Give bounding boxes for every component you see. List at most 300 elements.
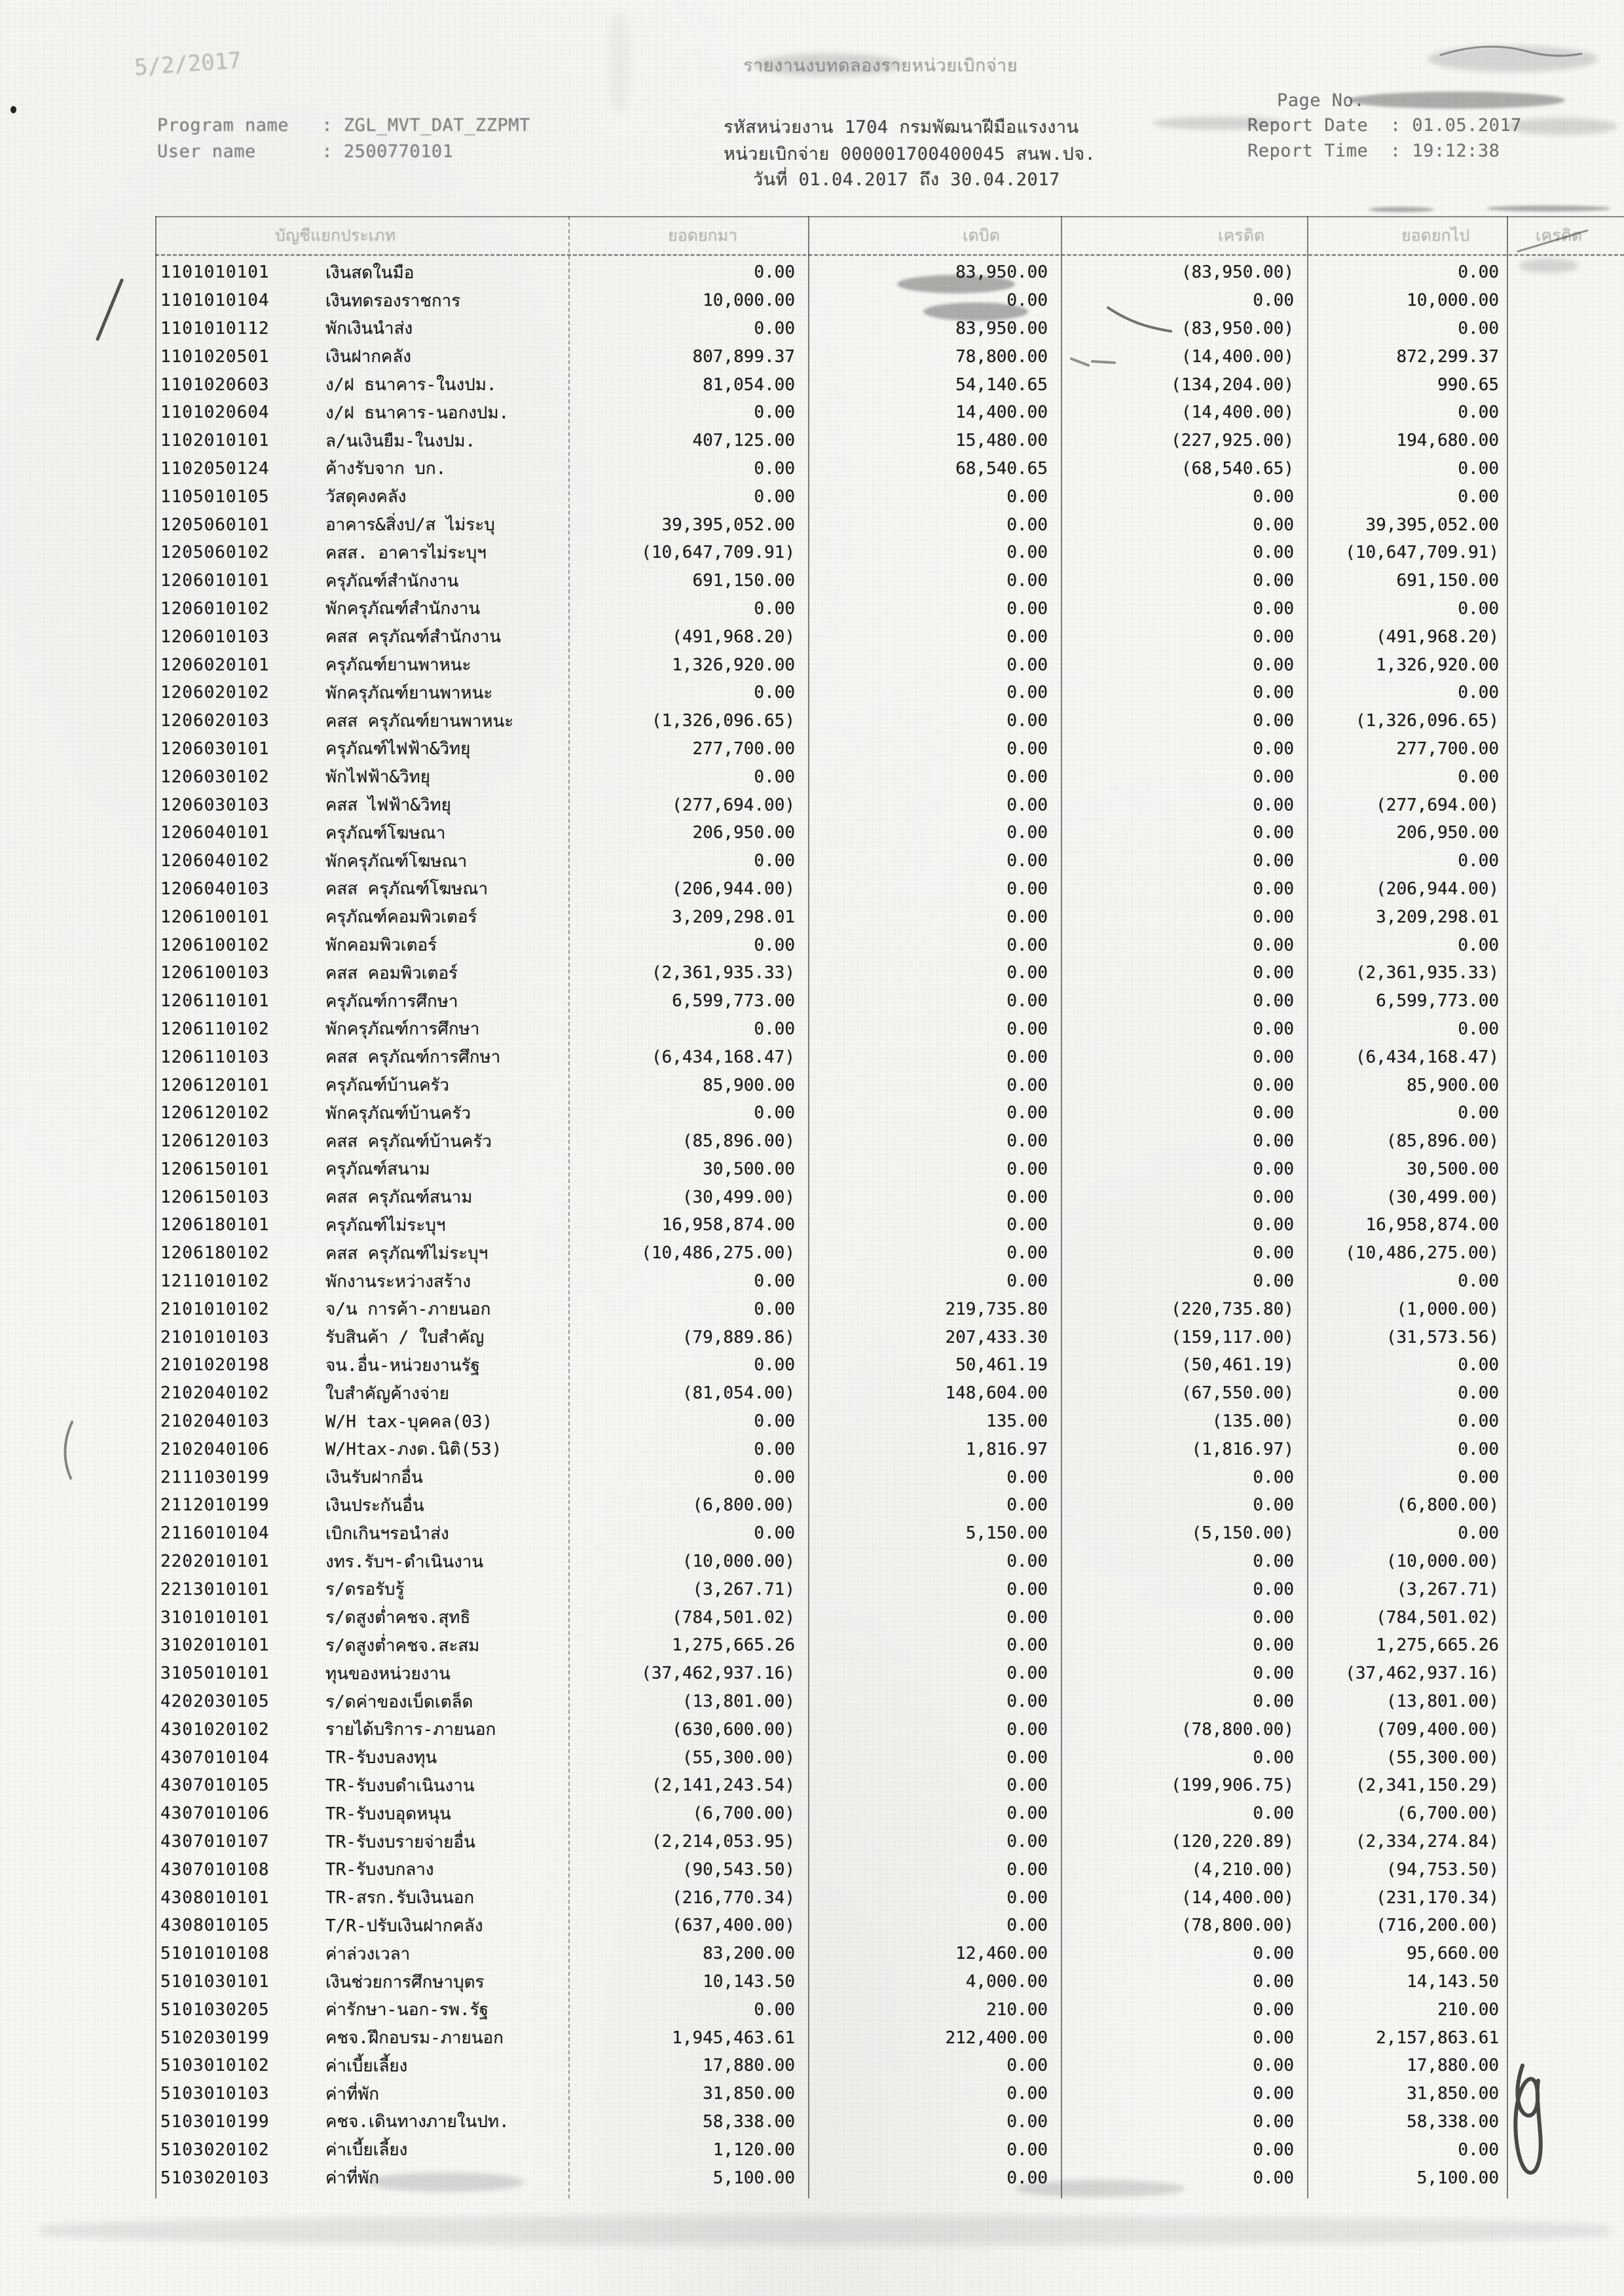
opening-balance-cell: 10,000.00 xyxy=(703,291,795,311)
credit-cell: 0.00 xyxy=(1253,515,1294,535)
table-row xyxy=(155,707,1624,735)
opening-balance-cell: 691,150.00 xyxy=(692,571,795,591)
credit-cell: 0.00 xyxy=(1253,1187,1294,1207)
account-code-cell: 1101020603 xyxy=(160,374,270,395)
closing-balance-cell: 2,157,863.61 xyxy=(1376,2028,1499,2048)
credit-cell: (68,540.65) xyxy=(1181,458,1294,479)
table-row xyxy=(155,679,1624,707)
debit-cell: 0.00 xyxy=(1006,1635,1048,1656)
opening-balance-cell: 407,125.00 xyxy=(692,431,795,451)
account-code-cell: 1206030102 xyxy=(160,767,270,787)
account-code-cell: 5101010108 xyxy=(160,1944,270,1964)
ink-dot xyxy=(10,106,16,113)
table-row xyxy=(155,987,1624,1015)
debit-cell: 0.00 xyxy=(1006,823,1048,843)
table-row xyxy=(155,2052,1624,2080)
account-name-cell: คสส ครุภัณฑ์การศึกษา xyxy=(325,1048,501,1068)
table-row xyxy=(155,1295,1624,1323)
credit-cell: (83,950.00) xyxy=(1181,318,1294,338)
debit-cell: 0.00 xyxy=(1006,1607,1048,1628)
account-name-cell: ง/ฝ ธนาคาร-ในงปม. xyxy=(325,375,497,395)
table-row xyxy=(155,1435,1624,1463)
spending-unit-line: หน่วยเบิกจ่าย 000001700400045 สนพ.ปจ. xyxy=(724,144,1096,164)
credit-cell: 0.00 xyxy=(1253,291,1294,311)
account-code-cell: 1206040103 xyxy=(160,879,270,899)
debit-cell: 0.00 xyxy=(1006,1579,1048,1599)
opening-balance-cell: (630,600.00) xyxy=(672,1719,795,1740)
opening-balance-cell: 81,054.00 xyxy=(703,374,795,395)
debit-cell: 0.00 xyxy=(1006,1215,1048,1235)
opening-balance-cell: (10,486,275.00) xyxy=(641,1243,795,1264)
account-name-cell: เงินทดรองราชการ xyxy=(325,291,461,311)
margin-slash-mark xyxy=(98,280,122,339)
column-header-account: บัญชีแยกประเภท xyxy=(275,226,396,245)
account-code-cell: 1206010101 xyxy=(160,571,270,591)
debit-cell: 68,540.65 xyxy=(955,458,1048,479)
table-row xyxy=(155,651,1624,679)
table-row xyxy=(155,735,1624,763)
opening-balance-cell: 3,209,298.01 xyxy=(672,907,795,927)
debit-cell: 0.00 xyxy=(1006,486,1048,507)
closing-balance-cell: (277,694.00) xyxy=(1376,795,1499,815)
account-code-cell: 1206180101 xyxy=(160,1215,270,1235)
account-name-cell: ครุภัณฑ์สนาม xyxy=(325,1159,430,1180)
credit-cell: (134,204.00) xyxy=(1171,374,1294,395)
table-row xyxy=(155,1183,1624,1211)
closing-balance-cell: (3,267.71) xyxy=(1396,1579,1499,1599)
smudge-header-dash-2 xyxy=(1486,206,1611,211)
credit-cell: 0.00 xyxy=(1253,1999,1294,2020)
credit-cell: (14,400.00) xyxy=(1181,403,1294,423)
account-code-cell: 1206100103 xyxy=(160,963,270,983)
credit-cell: 0.00 xyxy=(1253,2111,1294,2132)
account-name-cell: พักครุภัณฑ์การศึกษา xyxy=(325,1019,480,1040)
account-name-cell: ค่าเบี้ยเลี้ยง xyxy=(325,2056,408,2076)
credit-cell: (1,816.97) xyxy=(1191,1439,1294,1459)
smudge-cut-column-top xyxy=(1519,259,1578,273)
account-name-cell: W/Htax-ภงด.นิติ(53) xyxy=(325,1440,502,1460)
credit-cell: 0.00 xyxy=(1253,991,1294,1011)
debit-cell: 219,735.80 xyxy=(945,1299,1048,1319)
closing-balance-cell: 0.00 xyxy=(1458,683,1499,703)
account-name-cell: พักเงินนำส่ง xyxy=(325,319,413,339)
closing-balance-cell: 0.00 xyxy=(1458,767,1499,787)
closing-balance-cell: (709,400.00) xyxy=(1376,1719,1499,1740)
opening-balance-cell: 5,100.00 xyxy=(712,2168,795,2188)
table-row xyxy=(155,399,1624,427)
account-code-cell: 1206030103 xyxy=(160,795,270,815)
table-row xyxy=(155,1127,1624,1156)
closing-balance-cell: 0.00 xyxy=(1458,1019,1499,1039)
table-row xyxy=(155,1323,1624,1351)
account-name-cell: ครุภัณฑ์โฆษณา xyxy=(325,823,446,843)
credit-cell: 0.00 xyxy=(1253,1047,1294,1067)
debit-cell: 78,800.00 xyxy=(955,346,1048,367)
account-name-cell: คสส ไฟฟ้า&วิทยุ xyxy=(325,795,451,816)
table-row xyxy=(155,1575,1624,1603)
opening-balance-cell: 17,880.00 xyxy=(703,2056,795,2076)
account-name-cell: TR-รับงบดำเนินงาน xyxy=(325,1776,475,1796)
closing-balance-cell: 0.00 xyxy=(1458,1523,1499,1544)
account-code-cell: 2101010102 xyxy=(160,1299,270,1319)
margin-parenthesis-mark xyxy=(65,1422,72,1478)
column-header-credit: เครดิต xyxy=(1218,226,1265,245)
account-code-cell: 4308010105 xyxy=(160,1916,270,1936)
account-code-cell: 1205060101 xyxy=(160,515,270,535)
credit-cell: 0.00 xyxy=(1253,1103,1294,1123)
account-code-cell: 1101010101 xyxy=(160,263,270,283)
account-name-cell: พักงานระหว่างสร้าง xyxy=(325,1271,471,1292)
table-header-separator xyxy=(155,254,1624,256)
table-row xyxy=(155,1631,1624,1660)
opening-balance-cell: 0.00 xyxy=(754,1467,795,1487)
report-date-row xyxy=(1247,115,1522,136)
table-row xyxy=(155,2080,1624,2108)
account-name-cell: พักคอมพิวเตอร์ xyxy=(325,936,437,956)
table-row xyxy=(155,1351,1624,1379)
account-name-cell: TR-รับงบกลาง xyxy=(325,1860,434,1880)
account-code-cell: 2102040102 xyxy=(160,1383,270,1404)
closing-balance-cell: 0.00 xyxy=(1458,1103,1499,1123)
closing-balance-cell: (6,434,168.47) xyxy=(1355,1047,1499,1067)
debit-cell: 0.00 xyxy=(1006,711,1048,731)
debit-cell: 5,150.00 xyxy=(965,1523,1048,1544)
debit-cell: 0.00 xyxy=(1006,1776,1048,1796)
table-row xyxy=(155,1995,1624,2024)
account-code-cell: 2101010103 xyxy=(160,1327,270,1347)
table-row xyxy=(155,819,1624,847)
table-row xyxy=(155,483,1624,511)
closing-balance-cell: 0.00 xyxy=(1458,1383,1499,1404)
account-name-cell: เงินช่วยการศึกษาบุตร xyxy=(325,1972,485,1992)
closing-balance-cell: 0.00 xyxy=(1458,1412,1499,1432)
opening-balance-cell: (81,054.00) xyxy=(682,1383,795,1404)
closing-balance-cell: 16,958,874.00 xyxy=(1365,1215,1499,1235)
closing-balance-cell: 277,700.00 xyxy=(1396,738,1499,759)
account-code-cell: 1206120102 xyxy=(160,1103,270,1123)
credit-cell: 0.00 xyxy=(1253,935,1294,955)
table-row xyxy=(155,315,1624,343)
account-code-cell: 5103020103 xyxy=(160,2168,270,2188)
account-name-cell: เงินรับฝากอื่น xyxy=(325,1468,423,1488)
opening-balance-cell: 0.00 xyxy=(754,683,795,703)
account-code-cell: 1101010104 xyxy=(160,291,270,311)
account-name-cell: คชจ.เดินทางภายในปท. xyxy=(325,2112,509,2132)
table-top-border xyxy=(155,216,1624,217)
opening-balance-cell: 277,700.00 xyxy=(692,738,795,759)
debit-cell: 0.00 xyxy=(1006,571,1048,591)
debit-cell: 0.00 xyxy=(1006,1467,1048,1487)
smudge-after-report-date xyxy=(1506,118,1617,135)
account-name-cell: ค่าล่วงเวลา xyxy=(325,1944,411,1964)
account-name-cell: ร/ดสูงต่ำคชจ.สะสม xyxy=(325,1635,480,1656)
table-row xyxy=(155,1239,1624,1267)
account-code-cell: 4307010107 xyxy=(160,1832,270,1852)
debit-cell: 0.00 xyxy=(1006,907,1048,927)
account-code-cell: 1206150103 xyxy=(160,1187,270,1207)
account-code-cell: 3101010101 xyxy=(160,1607,270,1628)
table-row xyxy=(155,2024,1624,2052)
closing-balance-cell: (37,462,937.16) xyxy=(1345,1664,1499,1684)
debit-cell: 14,400.00 xyxy=(955,403,1048,423)
closing-balance-cell: (491,968.20) xyxy=(1376,627,1499,647)
account-name-cell: ครุภัณฑ์บ้านครัว xyxy=(325,1076,450,1095)
closing-balance-cell: (784,501.02) xyxy=(1376,1607,1499,1628)
opening-balance-cell: (13,801.00) xyxy=(682,1692,795,1712)
account-name-cell: พักครุภัณฑ์ยานพาหนะ xyxy=(325,683,493,703)
account-name-cell: ร/ดค่าของเบ็ดเตล็ด xyxy=(325,1692,473,1712)
page-no-label: Page No. xyxy=(1277,90,1365,111)
opening-balance-cell: 10,143.50 xyxy=(703,1972,795,1992)
opening-balance-cell: 58,338.00 xyxy=(703,2111,795,2132)
account-name-cell: ร/ดรอรับรู้ xyxy=(325,1580,405,1600)
account-name-cell: คสส ครุภัณฑ์ไม่ระบุฯ xyxy=(325,1243,489,1264)
closing-balance-cell: 85,900.00 xyxy=(1407,1075,1499,1095)
opening-balance-cell: (1,326,096.65) xyxy=(651,711,795,731)
credit-cell: 0.00 xyxy=(1253,711,1294,731)
opening-balance-cell: (784,501.02) xyxy=(672,1607,795,1628)
closing-balance-cell: (231,170.34) xyxy=(1376,1887,1499,1908)
table-row xyxy=(155,1099,1624,1127)
table-row xyxy=(155,342,1624,371)
table-row xyxy=(155,875,1624,903)
closing-balance-cell: (2,361,935.33) xyxy=(1355,963,1499,983)
table-row xyxy=(155,903,1624,931)
account-name-cell: เงินประกันอื่น xyxy=(325,1495,424,1516)
credit-cell: 0.00 xyxy=(1253,1159,1294,1179)
credit-cell: 0.00 xyxy=(1253,1552,1294,1572)
account-name-cell: จ/น การค้า-ภายนอก xyxy=(325,1300,491,1320)
opening-balance-cell: 85,900.00 xyxy=(703,1075,795,1095)
table-row xyxy=(155,1660,1624,1688)
table-row xyxy=(155,1463,1624,1491)
debit-cell: 83,950.00 xyxy=(955,263,1048,283)
credit-cell: 0.00 xyxy=(1253,879,1294,899)
account-code-cell: 1206110101 xyxy=(160,991,270,1011)
opening-balance-cell: 6,599,773.00 xyxy=(672,991,795,1011)
debit-cell: 83,950.00 xyxy=(955,318,1048,338)
opening-balance-cell: (216,770.34) xyxy=(672,1887,795,1908)
debit-cell: 0.00 xyxy=(1006,291,1048,311)
account-code-cell: 5103010103 xyxy=(160,2084,270,2104)
debit-cell: 0.00 xyxy=(1006,935,1048,955)
table-row xyxy=(155,1211,1624,1239)
account-name-cell: ใบสำคัญค้างจ่าย xyxy=(325,1383,449,1404)
table-row xyxy=(155,1884,1624,1912)
credit-cell: 0.00 xyxy=(1253,627,1294,647)
debit-cell: 212,400.00 xyxy=(945,2028,1048,2048)
opening-balance-cell: (277,694.00) xyxy=(672,795,795,815)
table-row xyxy=(155,511,1624,539)
account-code-cell: 5101030205 xyxy=(160,1999,270,2020)
date-stamp: 5/2/2017 xyxy=(133,47,242,81)
debit-cell: 0.00 xyxy=(1006,1187,1048,1207)
table-row xyxy=(155,1156,1624,1184)
debit-cell: 0.00 xyxy=(1006,2168,1048,2188)
account-code-cell: 1101020501 xyxy=(160,346,270,367)
opening-balance-cell: (2,141,243.54) xyxy=(651,1776,795,1796)
account-code-cell: 1206020101 xyxy=(160,655,270,675)
report-time-label: Report Time xyxy=(1247,141,1369,161)
credit-cell: (78,800.00) xyxy=(1181,1916,1294,1936)
table-row xyxy=(155,2108,1624,2136)
smudge-header-dash-1 xyxy=(1369,207,1434,212)
debit-cell: 0.00 xyxy=(1006,1271,1048,1292)
account-name-cell: ค่าเบี้ยเลี้ยง xyxy=(325,2140,408,2160)
table-row xyxy=(155,1379,1624,1408)
debit-cell: 0.00 xyxy=(1006,851,1048,871)
credit-cell: 0.00 xyxy=(1253,1804,1294,1824)
opening-balance-cell: 0.00 xyxy=(754,851,795,871)
debit-cell: 0.00 xyxy=(1006,2084,1048,2104)
closing-balance-cell: 0.00 xyxy=(1458,1439,1499,1459)
account-code-cell: 1206010102 xyxy=(160,598,270,619)
account-code-cell: 1206120101 xyxy=(160,1075,270,1095)
report-title: รายงานงบทดลองรายหน่วยเบิกจ่าย xyxy=(743,56,1018,76)
closing-balance-cell: 17,880.00 xyxy=(1407,2056,1499,2076)
table-row xyxy=(155,1772,1624,1800)
table-row xyxy=(155,931,1624,959)
account-code-cell: 2202010101 xyxy=(160,1552,270,1572)
account-code-cell: 1105010105 xyxy=(160,486,270,507)
credit-cell: (50,461.19) xyxy=(1181,1355,1294,1376)
opening-balance-cell: 0.00 xyxy=(754,486,795,507)
table-row xyxy=(155,427,1624,455)
report-date-value: : 01.05.2017 xyxy=(1390,115,1522,136)
credit-cell: 0.00 xyxy=(1253,1747,1294,1768)
opening-balance-cell: 0.00 xyxy=(754,1412,795,1432)
credit-cell: 0.00 xyxy=(1253,1635,1294,1656)
credit-cell: 0.00 xyxy=(1253,1944,1294,1964)
debit-cell: 0.00 xyxy=(1006,1075,1048,1095)
table-row xyxy=(155,1015,1624,1044)
account-code-cell: 4307010105 xyxy=(160,1776,270,1796)
credit-cell: (120,220.89) xyxy=(1171,1832,1294,1852)
account-code-cell: 1206010103 xyxy=(160,627,270,647)
account-code-cell: 4307010108 xyxy=(160,1859,270,1880)
user-name-row xyxy=(157,141,453,162)
scan-streak-top xyxy=(609,13,629,111)
account-code-cell: 1206040102 xyxy=(160,851,270,871)
table-row xyxy=(155,1520,1624,1548)
closing-balance-cell: 1,326,920.00 xyxy=(1376,655,1499,675)
account-name-cell: TR-รับงบรายจ่ายอื่น xyxy=(325,1832,475,1852)
closing-balance-cell: 210.00 xyxy=(1437,1999,1499,2020)
credit-cell: 0.00 xyxy=(1253,2056,1294,2076)
account-code-cell: 5101030101 xyxy=(160,1972,270,1992)
account-name-cell: ง/ฝ ธนาคาร-นอกงปม. xyxy=(325,403,509,423)
credit-cell: 0.00 xyxy=(1253,851,1294,871)
opening-balance-cell: 0.00 xyxy=(754,1439,795,1459)
opening-balance-cell: (2,361,935.33) xyxy=(651,963,795,983)
opening-balance-cell: 0.00 xyxy=(754,1299,795,1319)
account-code-cell: 1102010101 xyxy=(160,431,270,451)
closing-balance-cell: 95,660.00 xyxy=(1407,1944,1499,1964)
account-code-cell: 1206100102 xyxy=(160,935,270,955)
credit-cell: 0.00 xyxy=(1253,823,1294,843)
debit-cell: 0.00 xyxy=(1006,1916,1048,1936)
debit-cell: 0.00 xyxy=(1006,1103,1048,1123)
table-row xyxy=(155,1855,1624,1884)
opening-balance-cell: 16,958,874.00 xyxy=(661,1215,795,1235)
closing-balance-cell: (716,200.00) xyxy=(1376,1916,1499,1936)
user-name-label: User name xyxy=(157,141,256,162)
closing-balance-cell: (6,800.00) xyxy=(1396,1495,1499,1516)
closing-balance-cell: 0.00 xyxy=(1458,486,1499,507)
account-code-cell: 5103010199 xyxy=(160,2111,270,2132)
credit-cell: 0.00 xyxy=(1253,1271,1294,1292)
report-date-label: Report Date xyxy=(1247,115,1369,136)
debit-cell: 0.00 xyxy=(1006,1664,1048,1684)
account-code-cell: 2112010199 xyxy=(160,1495,270,1516)
user-name-value: : 2500770101 xyxy=(322,141,454,162)
debit-cell: 135.00 xyxy=(986,1412,1048,1432)
table-row xyxy=(155,1043,1624,1071)
table-row xyxy=(155,595,1624,623)
account-code-cell: 1206110102 xyxy=(160,1019,270,1039)
credit-cell: 0.00 xyxy=(1253,598,1294,619)
opening-balance-cell: (79,889.86) xyxy=(682,1327,795,1347)
table-row xyxy=(155,1828,1624,1856)
account-name-cell: ค่ารักษา-นอก-รพ.รัฐ xyxy=(325,2000,489,2020)
account-code-cell: 1206120103 xyxy=(160,1131,270,1152)
closing-balance-cell: (85,896.00) xyxy=(1386,1131,1499,1152)
debit-cell: 0.00 xyxy=(1006,1552,1048,1572)
account-name-cell: คสส คอมพิวเตอร์ xyxy=(325,963,458,983)
closing-balance-cell: 0.00 xyxy=(1458,458,1499,479)
opening-balance-cell: 0.00 xyxy=(754,458,795,479)
closing-balance-cell: 0.00 xyxy=(1458,935,1499,955)
credit-cell: 0.00 xyxy=(1253,683,1294,703)
account-name-cell: คชจ.ฝึกอบรม-ภายนอก xyxy=(325,2028,504,2049)
opening-balance-cell: (30,499.00) xyxy=(682,1187,795,1207)
debit-cell: 0.00 xyxy=(1006,655,1048,675)
account-name-cell: จน.อื่น-หน่วยงานรัฐ xyxy=(325,1355,480,1376)
credit-cell: (78,800.00) xyxy=(1181,1719,1294,1740)
credit-cell: 0.00 xyxy=(1253,907,1294,927)
account-code-cell: 4301020102 xyxy=(160,1719,270,1740)
table-row xyxy=(155,567,1624,595)
agency-line: รหัสหน่วยงาน 1704 กรมพัฒนาฝีมือแรงงาน xyxy=(724,117,1079,137)
account-name-cell: ล/นเงินยืม-ในงปม. xyxy=(325,431,476,451)
opening-balance-cell: (2,214,053.95) xyxy=(651,1832,795,1852)
account-name-cell: TR-รับงบอุดหนุน xyxy=(325,1804,451,1824)
account-name-cell: TR-สรก.รับเงินนอก xyxy=(325,1888,475,1908)
opening-balance-cell: (3,267.71) xyxy=(692,1579,795,1599)
account-code-cell: 1101020604 xyxy=(160,403,270,423)
debit-cell: 0.00 xyxy=(1006,1243,1048,1264)
table-row xyxy=(155,847,1624,875)
opening-balance-cell: 0.00 xyxy=(754,318,795,338)
account-name-cell: ค่าที่พัก xyxy=(325,2084,380,2104)
opening-balance-cell: 807,899.37 xyxy=(692,346,795,367)
table-row xyxy=(155,763,1624,791)
debit-cell: 0.00 xyxy=(1006,991,1048,1011)
credit-cell: (159,117.00) xyxy=(1171,1327,1294,1347)
debit-cell: 0.00 xyxy=(1006,1495,1048,1516)
debit-cell: 4,000.00 xyxy=(965,1972,1048,1992)
closing-balance-cell: 0.00 xyxy=(1458,403,1499,423)
table-row xyxy=(155,455,1624,483)
account-name-cell: ค้างรับจาก บก. xyxy=(325,459,447,479)
closing-balance-cell: 0.00 xyxy=(1458,2140,1499,2160)
account-code-cell: 3102010101 xyxy=(160,1635,270,1656)
opening-balance-cell: (55,300.00) xyxy=(682,1747,795,1768)
account-name-cell: ร/ดสูงต่ำคชจ.สุทธิ xyxy=(325,1608,471,1628)
opening-balance-cell: 206,950.00 xyxy=(692,823,795,843)
debit-cell: 0.00 xyxy=(1006,1692,1048,1712)
table-row xyxy=(155,2136,1624,2164)
